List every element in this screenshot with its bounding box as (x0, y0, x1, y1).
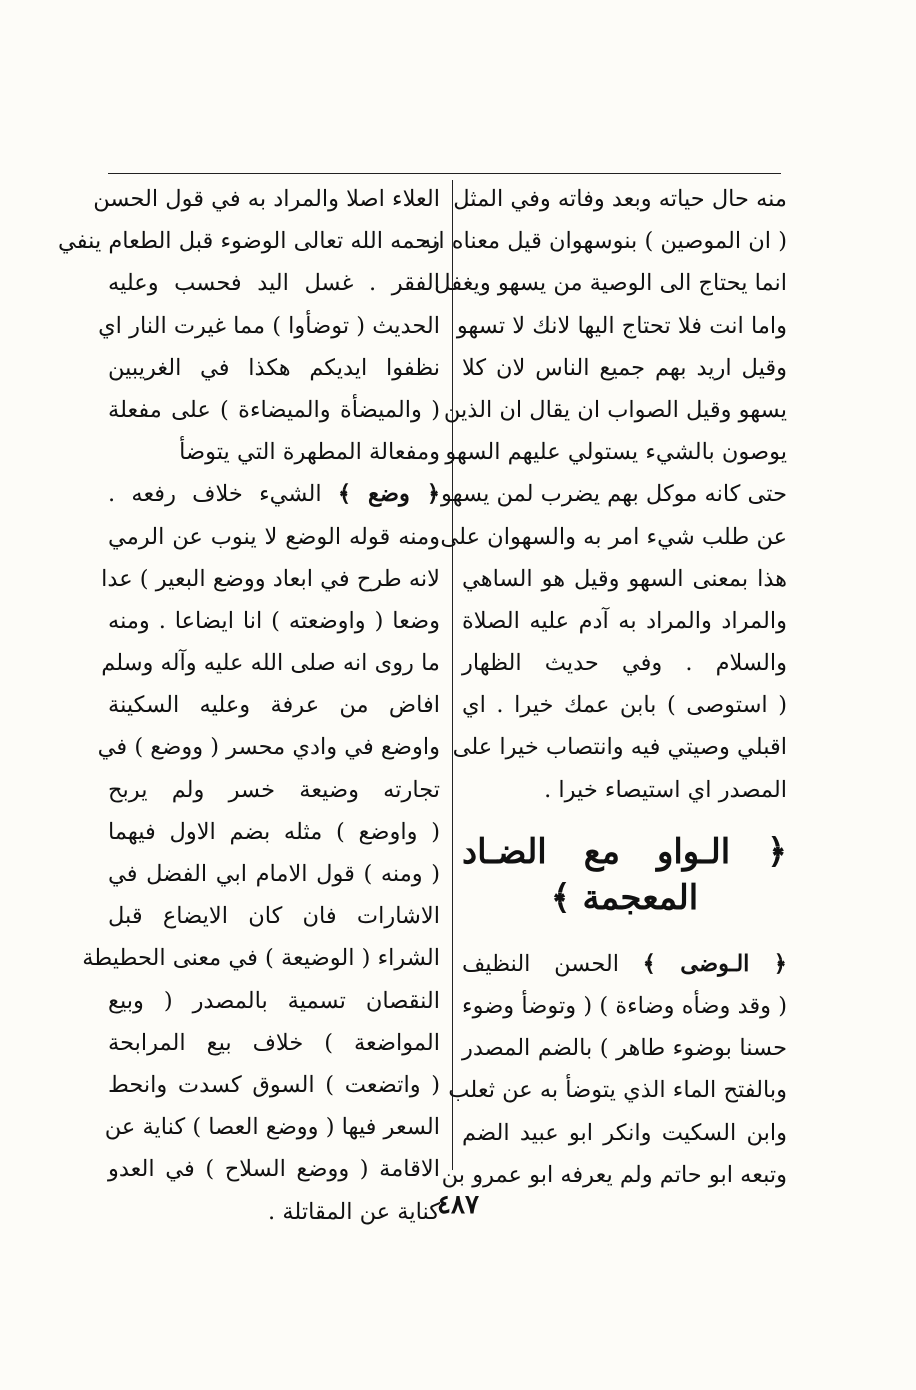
entry-term: ﴿ وضع ﴾ (337, 481, 441, 508)
text-line: كناية عن المقاتلة . (268, 1198, 440, 1225)
text-line: الاقامة ( ووضع السلاح ) في العدو (108, 1156, 440, 1183)
text-line: وتبعه ابو حاتم ولم يعرفه ابو عمرو بن (441, 1161, 787, 1188)
text-line: اقبلي وصيتي فيه وانتصاب خيرا على (452, 734, 787, 761)
text-line: النقصان تسمية بالمصدر ( وبيع (108, 987, 440, 1014)
text-line: ( واوضع ) مثله بضم الاول فيهما (108, 818, 440, 845)
text-line: ومفعالة المطهرة التي يتوضأ (179, 439, 440, 466)
text-line: عن طلب شيء امر به والسهوان على (440, 523, 787, 550)
text-line: ( ان الموصين ) بنوسهوان قيل معناه انه (420, 228, 787, 255)
text-line: الفقر . غسل اليد فحسب وعليه (108, 270, 440, 297)
right-column (420, 178, 787, 1196)
text-line: يوصون بالشيء يستولي عليهم السهو (445, 439, 787, 466)
text-line: ومنه قوله الوضع لا ينوب عن الرمي (108, 523, 440, 550)
text-line: والسلام . وفي حديث الظهار (462, 650, 787, 677)
spacer (462, 921, 787, 943)
page-number: ٤٨٧ (437, 1190, 479, 1220)
text-line: منه حال حياته وبعد وفاته وفي المثل (453, 186, 787, 212)
text-line: وابن السكيت وانكر ابو عبيد الضم (462, 1119, 787, 1146)
section-heading-line-1: ﴿ الـواو مع الضـاد (462, 831, 787, 872)
header-rule (108, 173, 781, 174)
text-line: يسهو وقيل الصواب ان يقال ان الذين (443, 396, 787, 423)
entry-first-line (108, 473, 440, 515)
text-line: ( استوصى ) بابن عمك خيرا . اي (462, 692, 787, 719)
text-line: حسنا بوضوء طاهر ) بالضم المصدر (462, 1035, 787, 1062)
text-line: افاض من عرفة وعليه السكينة (108, 692, 440, 719)
text-line: العلاء اصلا والمراد به في قول الحسن (93, 186, 440, 212)
entry-text: الحسن النظيف (462, 950, 619, 977)
text-line: الشراء ( الوضيعة ) في معنى الحطيطة (82, 945, 440, 972)
text-line: وضعا ( واوضعته ) انا ايضاعا . ومنه (108, 607, 440, 634)
text-line: هذا بمعنى السهو وقيل هو الساهي (462, 565, 787, 592)
text-line: الحديث ( توضأوا ) مما غيرت النار اي (98, 312, 440, 339)
text-line: الاشارات فان كان الايضاع قبل (108, 903, 440, 930)
text-line: وقيل اريد بهم جميع الناس لان كلا (462, 354, 787, 381)
text-line: تجارته وضيعة خسر ولم يربح (108, 776, 440, 803)
entry-text: الشيء خلاف رفعه . (108, 481, 322, 508)
column-divider (452, 180, 453, 1170)
text-line: ( واتضعت ) السوق كسدت وانحط (108, 1071, 440, 1098)
text-line: لانه طرح في ابعاد ووضع البعير ) عدا (101, 565, 440, 592)
text-line: المصدر اي استيصاء خيرا . (544, 776, 787, 803)
text-line: ( ومنه ) قول الامام ابي الفضل في (108, 861, 440, 887)
right-paragraph-2 (441, 985, 787, 1196)
text-line: واوضع في وادي محسر ( ووضع ) في (97, 734, 440, 761)
text-line: حتى كانه موكل بهم يضرب لمن يسهو (441, 481, 787, 508)
text-line: السعر فيها ( ووضع العصا ) كناية عن (104, 1114, 440, 1141)
right-paragraph-1 (420, 178, 787, 811)
text-line: وبالفتح الماء الذي يتوضأ به عن ثعلب (448, 1077, 787, 1104)
text-line: ( والميضأة والميضاءة ) على مفعلة (108, 396, 440, 423)
text-line: رحمه الله تعالى الوضوء قبل الطعام ينفي (58, 228, 440, 255)
left-column (58, 178, 441, 1233)
text-line: والمراد والمراد به آدم عليه الصلاة (462, 607, 787, 634)
left-paragraph-1 (58, 178, 440, 473)
entry-term: ﴿ الـوضى ﴾ (642, 950, 787, 977)
entry-first-line (462, 943, 787, 985)
text-line: ( وقد وضأه وضاءة ) ( وتوضأ وضوء (462, 993, 787, 1019)
text-line: واما انت فلا تحتاج اليها لانك لا تسهو (456, 312, 787, 339)
section-heading-line-2: المعجمة ﴾ (550, 877, 699, 918)
text-line: انما يحتاج الى الوصية من يسهو ويغفل (434, 270, 787, 297)
text-line: المواضعة ) خلاف بيع المرابحة (108, 1029, 440, 1056)
left-paragraph-2 (82, 516, 440, 1233)
text-line: ما روى انه صلى الله عليه وآله وسلم (101, 650, 440, 677)
text-line: نظفوا ايديكم هكذا في الغريبين (108, 354, 440, 381)
